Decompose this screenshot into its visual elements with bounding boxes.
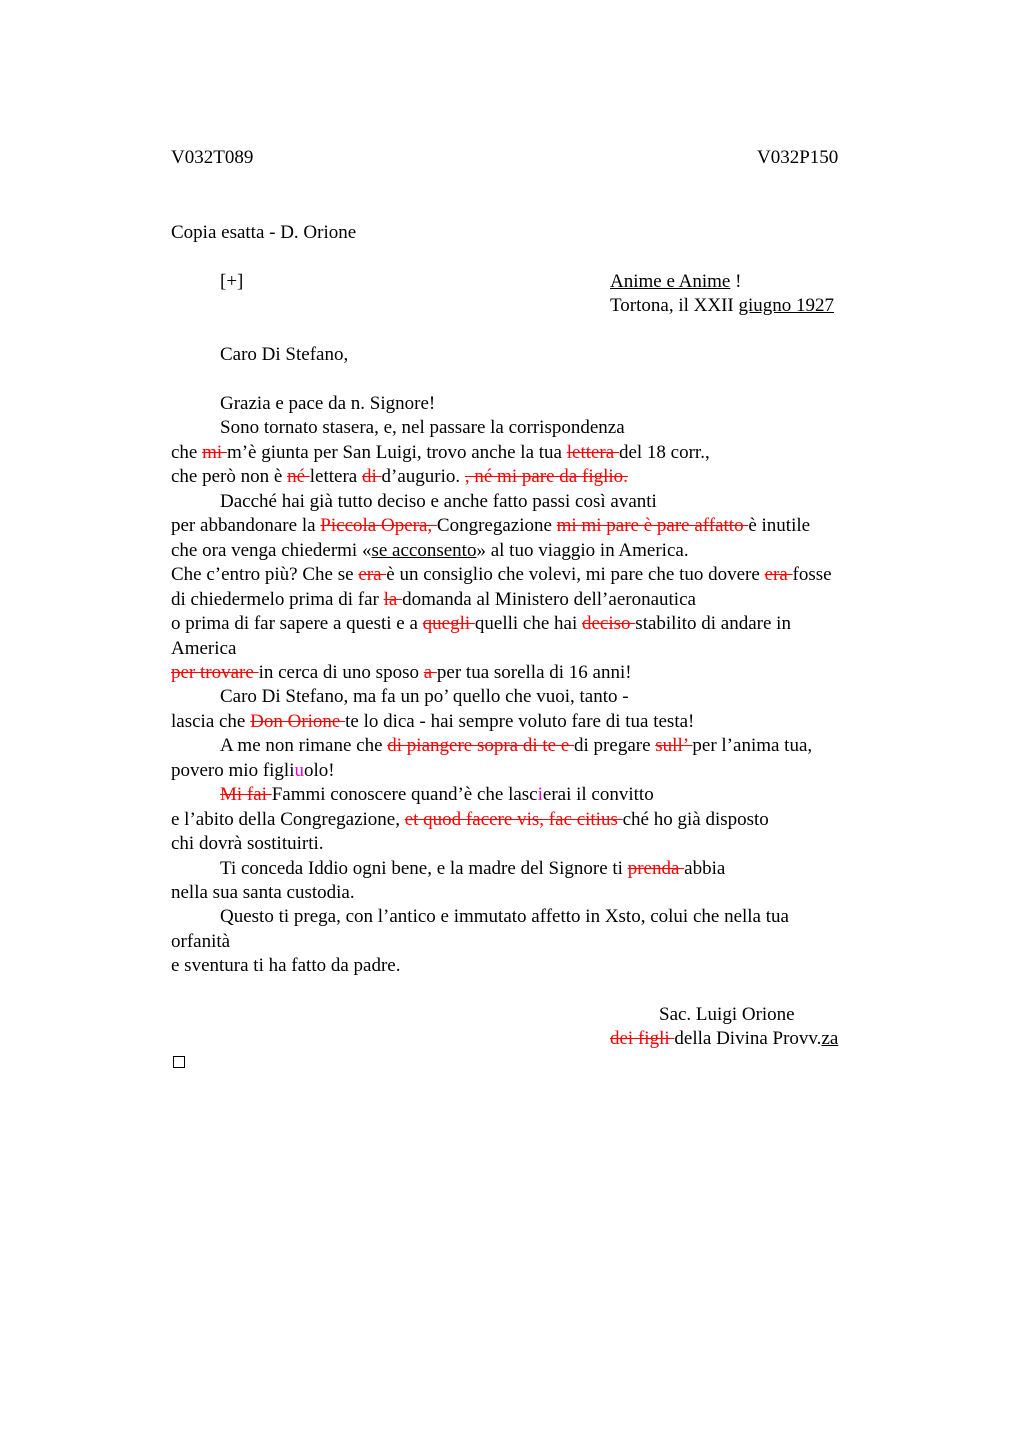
deleted-text: né [287,466,310,487]
line-text: di pregare [574,735,656,756]
cross-mark: [+] [220,271,244,292]
deleted-text: quegli [422,613,475,634]
line-text: abbia [684,858,726,879]
dateline-date: giugno 1927 [738,295,835,316]
text-line [171,710,694,734]
dateline [610,294,834,318]
copy-note: Copia esatta - D. Orione [171,222,357,243]
text-line [171,661,632,685]
document-code-left: V032T089 [171,147,254,168]
line-text: per abbandonare la [171,515,321,536]
text-line [220,490,657,514]
line-text: Caro Di Stefano, ma fa un po’ quello che vuoi, tanto - [220,686,629,707]
text-line [171,832,324,856]
deleted-text: deciso [582,613,636,634]
text-line [171,612,791,636]
text-line [171,759,335,783]
deleted-text: era [764,564,793,585]
line-text: olo! [303,760,335,781]
line-text: » al tuo viaggio in America. [476,540,689,561]
end-square-icon [173,1056,185,1068]
text-line [171,881,355,905]
signature-name: Sac. Luigi Orione [659,1004,795,1025]
line-text: è un consiglio che volevi, mi pare che tuo dovere [386,564,765,585]
line-text: Sono tornato stasera, e, nel passare la corrispondenza [220,417,625,438]
line-text: orfanità [171,931,231,952]
motto-tail: ! [730,271,742,292]
line-text: Dacché hai già tutto deciso e anche fatto passi così avanti [220,491,657,512]
text-line [171,588,696,612]
deleted-text: lettera [566,442,619,463]
deleted-text: di piangere sopra di te e [387,735,575,756]
dateline-place: Tortona, il XXII [610,295,739,316]
text-line [171,539,689,563]
line-text: e sventura ti ha fatto da padre. [171,955,401,976]
line-text: di chiedermelo prima di far [171,589,384,610]
line-text: in cerca di uno sposo [258,662,424,683]
motto-text: Anime e Anime [610,271,731,292]
text-line [171,441,710,465]
text-line [220,905,789,929]
text-line [171,637,236,661]
inserted-letter: u [294,760,304,781]
text-line [220,392,435,416]
line-text: o prima di far sapere a questi e a [171,613,423,634]
line-text: stabilito di andare in [635,613,791,634]
signature-deleted: dei figli [610,1028,675,1049]
line-text: è inutile [748,515,811,536]
line-text: per l’anima tua, [692,735,813,756]
text-line [220,734,812,758]
text-line [171,930,230,954]
deleted-text: di [361,466,382,487]
text-line [220,685,629,709]
deleted-text: mi [202,442,227,463]
line-text: per tua sorella di 16 anni! [436,662,632,683]
text-line [220,857,725,881]
inserted-letter: i [537,784,543,805]
deleted-text: era [358,564,387,585]
line-text: chi dovrà sostituirti. [171,833,324,854]
deleted-text: et quod facere vis, [404,809,549,830]
line-text: Che c’entro più? Che se [171,564,359,585]
line-text: nella sua santa custodia. [171,882,355,903]
deleted-text: Mi fai [220,784,272,805]
deleted-text: sull’ [655,735,693,756]
deleted-text: Don Orione [250,711,346,732]
deleted-text: la [383,589,403,610]
deleted-text: Piccola Opera, [320,515,437,536]
line-text: lettera [309,466,362,487]
line-text: m’è giunta per San Luigi, trovo anche la tua [226,442,567,463]
line-text: Ti conceda Iddio ogni bene, e la madre del Signore ti [220,858,628,879]
line-text: Grazia e pace da n. Signore! [220,393,436,414]
text-line [171,514,810,538]
line-text: povero mio figli [171,760,295,781]
line-text: lascia che [171,711,251,732]
underlined-text: se acconsento [371,540,477,561]
line-text: quelli che hai [474,613,582,634]
line-text: Fammi conoscere quand’è che lasc [271,784,538,805]
text-line [171,563,832,587]
line-text: che ora venga chiedermi « [171,540,372,561]
deleted-text: per trovare [171,662,259,683]
line-text: che però non è [171,466,288,487]
text-line [220,783,654,807]
line-text: che [171,442,203,463]
line-text: ché ho già disposto [622,809,769,830]
deleted-text: fac citius [548,809,623,830]
deleted-text: , né mi pare da figlio. [464,466,628,487]
line-text: A me non rimane che [220,735,388,756]
line-text: America [171,638,237,659]
line-text: erai il convitto [542,784,654,805]
text-line [220,416,625,440]
line-text: te lo dica - hai sempre voluto fare di tua testa! [345,711,695,732]
signature-suffix: za [821,1028,839,1049]
text-line [171,954,400,978]
line-text: Congregazione [436,515,557,536]
line-text: e l’abito della Congregazione, [171,809,405,830]
deleted-text: a [423,662,437,683]
deleted-text: mi mi pare è pare affatto [556,515,749,536]
line-text: del 18 corr., [618,442,710,463]
deleted-text: prenda [627,858,685,879]
line-text: domanda al Ministero dell’aeronautica [402,589,696,610]
motto [610,270,741,294]
document-code-right: V032P150 [757,147,839,168]
line-text: d’augurio. [381,466,465,487]
text-line [171,465,628,489]
text-line [171,808,769,832]
signature-rest: della Divina Provv. [674,1028,822,1049]
line-text: fosse [792,564,832,585]
line-text: Questo ti prega, con l’antico e immutato affetto in Xsto, colui che nella tua [220,906,789,927]
salutation: Caro Di Stefano, [220,344,349,365]
signature-title [610,1027,838,1051]
